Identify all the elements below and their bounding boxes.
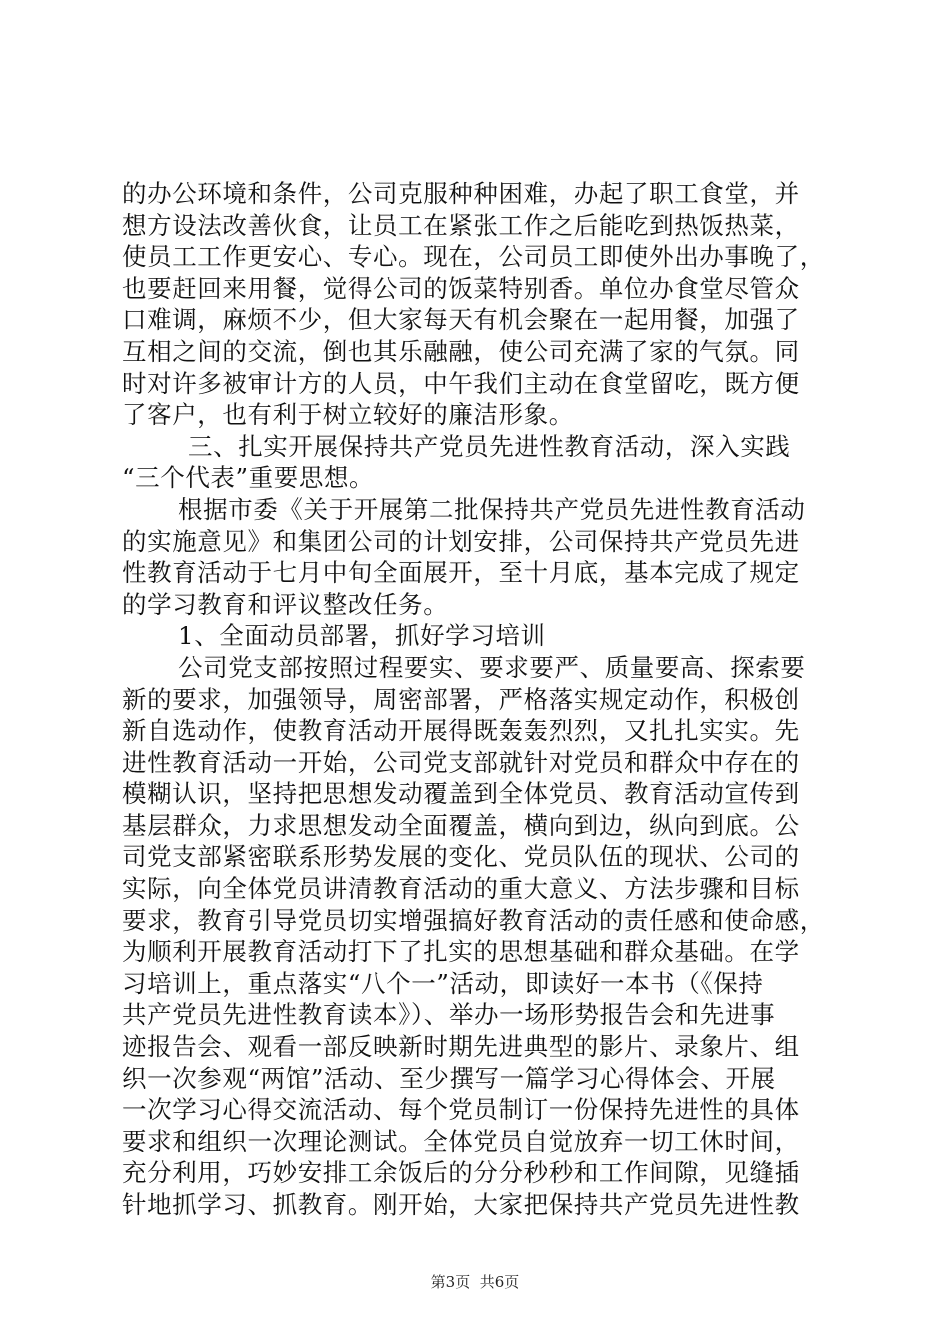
text-line: 模糊认识，坚持把思想发动覆盖到全体党员、教育活动宣传到 — [122, 779, 800, 809]
document-body — [122, 178, 834, 1221]
page-number: 第3页 — [430, 1273, 471, 1291]
text-line: 了客户，也有利于树立较好的廉洁形象。 — [122, 400, 574, 430]
page-footer — [0, 1272, 950, 1292]
text-line: 一次学习心得交流活动、每个党员制订一份保持先进性的具体 — [122, 1095, 800, 1125]
text-line: 共产党员先进性教育读本》）、举办一场形势报告会和先进事 — [122, 1000, 776, 1030]
text-line: 为顺利开展教育活动打下了扎实的思想基础和群众基础。在学 — [122, 937, 800, 967]
text-line: 想方设法改善伙食，让员工在紧张工作之后能吃到热饭热菜， — [122, 210, 800, 240]
text-line: 织一次参观“两馆”活动、至少撰写一篇学习心得体会、开展 — [122, 1063, 776, 1093]
text-line: 要求，教育引导党员切实增强搞好教育活动的责任感和使命感， — [122, 905, 825, 935]
text-line: “三个代表”重要思想。 — [122, 463, 375, 493]
text-line: 的学习教育和评议整改任务。 — [122, 589, 449, 619]
text-line: 使员工工作更安心、专心。现在，公司员工即使外出办事晚了， — [122, 242, 825, 272]
text-line: 新自选动作，使教育活动开展得既轰轰烈烈，又扎扎实实。先 — [122, 716, 800, 746]
text-line: 根据市委《关于开展第二批保持共产党员先进性教育活动 — [178, 494, 806, 524]
text-line: 互相之间的交流，倒也其乐融融，使公司充满了家的气氛。同 — [122, 336, 800, 366]
text-line: 司党支部紧密联系形势发展的变化、党员队伍的现状、公司的 — [122, 842, 800, 872]
text-line: 性教育活动于七月中旬全面展开，至十月底，基本完成了规定 — [122, 558, 800, 588]
text-line: 习培训上，重点落实“八个一”活动，即读好一本书（《保持 — [122, 968, 764, 998]
page-total: 共6页 — [479, 1273, 520, 1291]
text-line: 时对许多被审计方的人员，中午我们主动在食堂留吃，既方便 — [122, 368, 800, 398]
text-line: 的办公环境和条件，公司克服种种困难，办起了职工食堂，并 — [122, 179, 800, 208]
text-line: 也要赶回来用餐，觉得公司的饭菜特别香。单位办食堂尽管众 — [122, 273, 800, 303]
text-line: 实际，向全体党员讲清教育活动的重大意义、方法步骤和目标 — [122, 874, 800, 904]
text-line: 公司党支部按照过程要实、要求要严、质量要高、探索要 — [178, 652, 806, 682]
text-line: 新的要求，加强领导，周密部署，严格落实规定动作，积极创 — [122, 684, 800, 714]
text-line: 的实施意见》和集团公司的计划安排，公司保持共产党员先进 — [122, 526, 800, 556]
text-line: 要求和组织一次理论测试。全体党员自觉放弃一切工休时间， — [122, 1126, 800, 1156]
text-line: 基层群众，力求思想发动全面覆盖，横向到边，纵向到底。公 — [122, 810, 800, 840]
text-line: 三、扎实开展保持共产党员先进性教育活动，深入实践 — [188, 431, 791, 461]
text-line: 进性教育活动一开始，公司党支部就针对党员和群众中存在的 — [122, 747, 800, 777]
text-line: 1、全面动员部署，抓好学习培训 — [178, 621, 546, 651]
text-line: 针地抓学习、抓教育。刚开始，大家把保持共产党员先进性教 — [122, 1190, 800, 1219]
text-line: 迹报告会、观看一部反映新时期先进典型的影片、录象片、组 — [122, 1032, 800, 1062]
text-line: 口难调，麻烦不少，但大家每天有机会聚在一起用餐，加强了 — [122, 305, 800, 335]
text-line: 充分利用，巧妙安排工余饭后的分分秒秒和工作间隙，见缝插 — [122, 1158, 800, 1188]
